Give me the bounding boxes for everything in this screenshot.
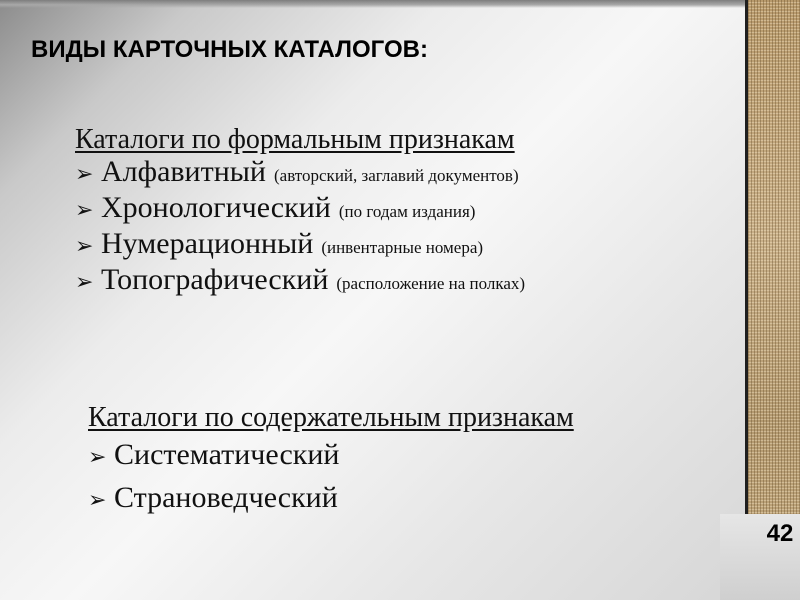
formal-catalogs-section (75, 124, 525, 300)
checkmark-arrow-icon: ➢ (75, 198, 94, 223)
item-note: (по годам издания) (338, 202, 476, 221)
item-name: Страноведческий (114, 481, 338, 514)
slide-title: ВИДЫ КАРТОЧНЫХ КАТАЛОГОВ: (31, 36, 428, 63)
item-name: Алфавитный (101, 155, 266, 188)
item-note: (авторский, заглавий документов) (274, 166, 519, 185)
list-item (75, 192, 525, 228)
item-name: Нумерационный (101, 227, 314, 260)
list-item (75, 156, 525, 192)
content-catalogs-heading: Каталоги по содержательным признакам (88, 402, 574, 433)
textured-side-bar (745, 0, 800, 600)
top-decorative-strip (0, 0, 745, 8)
item-note: (расположение на полках) (336, 274, 526, 293)
list-item (75, 228, 525, 264)
formal-catalogs-heading: Каталоги по формальным признакам (75, 124, 515, 155)
checkmark-arrow-icon: ➢ (75, 270, 94, 295)
item-name: Систематический (114, 438, 340, 471)
page-number: 42 (766, 520, 794, 547)
item-name: Топографический (101, 263, 329, 296)
checkmark-arrow-icon: ➢ (88, 488, 107, 513)
list-item (75, 264, 525, 300)
checkmark-arrow-icon: ➢ (88, 445, 107, 470)
item-name: Хронологический (101, 191, 331, 224)
checkmark-arrow-icon: ➢ (75, 234, 94, 259)
checkmark-arrow-icon: ➢ (75, 162, 94, 187)
list-item (88, 479, 574, 520)
list-item (88, 436, 574, 477)
content-catalogs-section (88, 402, 574, 520)
item-note: (инвентарные номера) (321, 238, 484, 257)
